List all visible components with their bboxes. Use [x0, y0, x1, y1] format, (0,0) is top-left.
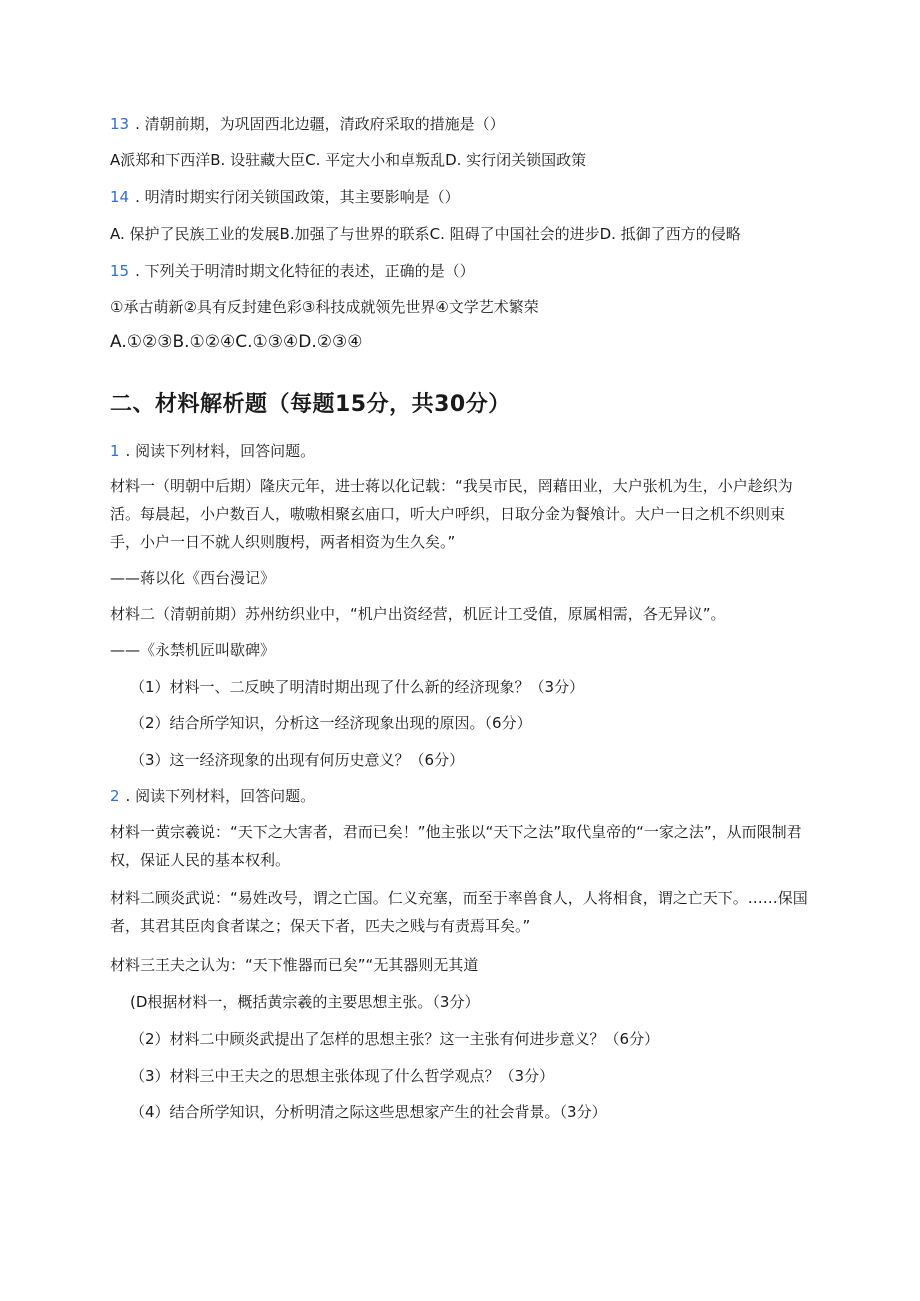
question-stem: . 清朝前期，为巩固西北边疆，清政府采取的措施是（）: [135, 115, 505, 133]
question-number: 2: [110, 787, 120, 805]
question-number: 13: [110, 115, 130, 133]
question-15: [110, 261, 475, 281]
sub-question-2: （2）结合所学知识，分析这一经济现象出现的原因。（6分）: [130, 714, 532, 732]
question-stem: . 下列关于明清时期文化特征的表述，正确的是（）: [135, 262, 475, 280]
question-number: 1: [110, 442, 120, 460]
question-number: 14: [110, 188, 130, 206]
question-13-options: A派郑和下西洋B. 设驻藏大臣C. 平定大小和卓叛乱D. 实行闭关锁国政策: [110, 151, 587, 169]
material-2-source: ——《永禁机匠叫歇碑》: [110, 641, 276, 659]
material-1-text: 材料一（明朝中后期）隆庆元年，进士蒋以化记载：“我吴市民，罔藉田业，大户张机为生，小户趁织为活。每晨起，小户数百人，嗷嗷相聚玄庙口，听大户呼织，日取分金为餐飧计。大户一日之机不织则束手，小户一日不就人织则腹枵，两者相资为生久矣。”: [110, 477, 793, 551]
material-1-source: ——蒋以化《西台漫记》: [110, 569, 276, 587]
sub-question-1: (D根据材料一，概括黄宗羲的主要思想主张。（3分）: [130, 993, 480, 1011]
material-question-2: [110, 786, 315, 806]
sub-question-4: （4）结合所学知识，分析明清之际这些思想家产生的社会背景。（3分）: [130, 1103, 607, 1121]
material-question-1: [110, 441, 315, 461]
material-2-text: 材料二顾炎武说：“易姓改号，谓之亡国。仁义充塞，而至于率兽食人，人将相食，谓之亡天下。……保国者，其君其臣肉食者谋之；保天下者，匹夫之贱与有责焉耳矣。”: [110, 889, 808, 935]
question-14-options: A. 保护了民族工业的发展B.加强了与世界的联系C. 阻碍了中国社会的进步D. 抵御了西方的侵略: [110, 225, 741, 243]
sub-question-3: （3）这一经济现象的出现有何历史意义？（6分）: [130, 751, 465, 769]
sub-question-2: （2）材料二中顾炎武提出了怎样的思想主张？这一主张有何进步意义？（6分）: [130, 1030, 660, 1048]
question-stem: . 明清时期实行闭关锁国政策，其主要影响是（）: [135, 188, 460, 206]
material-2-text: 材料二（清朝前期）苏州纺织业中，“机户出资经营，机匠计工受值，原属相需，各无异议”。: [110, 605, 726, 623]
sub-question-3: （3）材料三中王夫之的思想主张体现了什么哲学观点？（3分）: [130, 1067, 555, 1085]
question-stem: . 阅读下列材料，回答问题。: [125, 442, 316, 460]
question-number: 15: [110, 262, 130, 280]
material-1-text: 材料一黄宗羲说：“天下之大害者，君而已矣！”他主张以“天下之法”取代皇帝的“一家之法”，从而限制君权，保证人民的基本权利。: [110, 823, 802, 869]
question-14: [110, 187, 460, 207]
sub-question-1: （1）材料一、二反映了明清时期出现了什么新的经济现象？（3分）: [130, 678, 585, 696]
section-heading: 二、材料解析题（每题15分，共30分）: [110, 392, 511, 417]
material-3-text: 材料三王夫之认为：“天下惟器而已矣”“无其器则无其道: [110, 956, 479, 974]
question-15-items: ①承古萌新②具有反封建色彩③科技成就领先世界④文学艺术繁荣: [110, 298, 539, 316]
question-stem: . 阅读下列材料，回答问题。: [125, 787, 316, 805]
question-15-options: A.①②③B.①②④C.①③④D.②③④: [110, 332, 363, 352]
question-13: [110, 114, 505, 134]
